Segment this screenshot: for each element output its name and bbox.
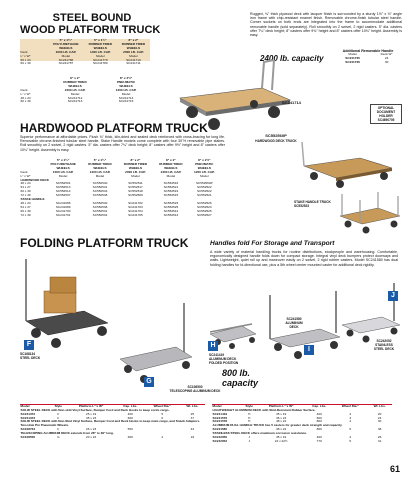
weight: 24 xyxy=(377,415,382,420)
hw-col3-l2: RUBBER TIRED xyxy=(123,161,148,166)
deck-width: 24 xyxy=(384,56,389,61)
folding-dual-handle-photo xyxy=(264,289,344,369)
steel-col1-l1: 5" x 1¼" xyxy=(59,38,73,42)
folding-j-label-2: STEEL DECK xyxy=(373,347,395,351)
hw-col3-l3: WHEELS xyxy=(128,165,143,170)
model-number: SC552519 xyxy=(163,189,179,194)
style-letter: H xyxy=(248,415,251,420)
model-number: SC241712 xyxy=(67,95,83,100)
capacity: 600 xyxy=(127,415,133,420)
col-header-wheel: Wheel Dia." xyxy=(341,403,359,408)
platform-size: 48 x 24 xyxy=(276,427,287,432)
model-number: SC241705 xyxy=(128,212,143,217)
model-number: SC241372 xyxy=(20,411,36,416)
steel-col2-l1: 5" x 1¼" xyxy=(94,38,107,42)
col-header-weight: Wt. Lbs. xyxy=(186,403,199,408)
folding-g-callout xyxy=(160,385,230,393)
hw-col1-l4: 1000 LB. CAP. xyxy=(52,169,74,174)
capacity: 800 xyxy=(316,419,322,424)
deck-size: 48 x 24 xyxy=(20,200,31,205)
style-letter: H xyxy=(248,411,251,416)
steel2-col2-l3: WHEELS xyxy=(119,83,133,88)
folding-j-sku: SC242052 xyxy=(376,339,392,343)
model-number: SC552538 xyxy=(92,204,108,209)
steel2-col2-l4: 1200 LB. CAP. xyxy=(115,87,137,92)
steel2-col2-l2: PNEUMATIC xyxy=(116,79,136,84)
weight: 25 xyxy=(190,411,195,416)
folding-description: A wide variety of material handling trucks for routine distributions, stockpeople and warehousing. Comfortable, ergonomically designed handle folds down for compact storage. Integral vinyl deck bumpers protect doorways and walls. Lightweight, quiet roll up and maneuver easily on 2 swivel, 2 rigid rubber casters. Model SC241580 has dual folding handles for bi-directional use, plus a 5th wheel center mounted caster for additional deck rigidity. xyxy=(210,250,398,267)
model-number: SC552531 xyxy=(92,208,108,213)
folding-h-sku: SC241419 xyxy=(209,353,225,357)
steel-col2-l2: RUBBER TIRED xyxy=(88,41,112,46)
capacity: 300 xyxy=(127,435,133,440)
folding-g-sku: SC108500 xyxy=(187,385,203,389)
wheel-dia: 4 xyxy=(349,435,352,440)
platform-size: 25 x 19 xyxy=(86,411,97,416)
hardwood-description: Superior performance at affordable prices. Flush ¾" thick, kiln-dried and sealed deck reinforced with cross-bracing for long life. Removable chrome-finished tubular steel handle. Stake Handle models come complete with four 30"H removable pipe stakes. Roll smoothly on 2 swivel, 2 rigid casters. 5" dia. casters offer 7¼" deck height; 8" casters offer 9½" height and 8" casters offer 10¼" height. Assembly is easy. xyxy=(20,135,225,152)
table-section-label: SOLID STEEL DECK with Non-skid Vinyl Surface, Bumper Cord and Deck Hooks to keep cords cargo. xyxy=(20,407,170,412)
steel-model-label-1: Model xyxy=(61,53,71,58)
hardwood-photo-sku: SC552560P xyxy=(265,133,287,138)
folding-h-label-2: FOLDED POSITION xyxy=(209,361,239,365)
style-letter: H xyxy=(248,419,251,424)
model-number: SC552540 xyxy=(92,200,108,205)
model-number: SC241714 xyxy=(118,95,134,100)
model-number: SC108500 xyxy=(20,435,36,440)
hw-col1-l3: WHEELS xyxy=(56,165,70,170)
hw-model-label: Model xyxy=(166,173,176,178)
deck-size: 72 x 30 xyxy=(20,212,31,217)
hardwood-title: HARDWOOD PLATFORM TRUCK xyxy=(20,121,208,135)
folding-j-label: STAINLESS xyxy=(375,343,393,347)
model-number: SC241715 xyxy=(118,99,134,104)
doc-holder-l3: HOLDER xyxy=(379,114,393,118)
model-number: SC108734 xyxy=(20,427,36,432)
model-number: SC552518 xyxy=(128,189,143,194)
model-number: SC241578 xyxy=(212,419,228,424)
steel-col1-l4: 1000 LB. CAP. xyxy=(55,49,77,54)
weight: 31 xyxy=(377,438,382,443)
hw-col4-l4: 2400 LB. CAP. xyxy=(160,169,182,174)
capacity: 600 xyxy=(316,415,322,420)
model-number: SC241703 xyxy=(128,204,143,209)
model-number: SC552523 xyxy=(163,200,179,205)
stake-truck-callout xyxy=(294,200,340,208)
folding-i-sku: SC241580 xyxy=(286,317,302,321)
style-tag-j: J xyxy=(388,291,398,301)
folding-subtitle: Handles fold For Storage and Transport xyxy=(210,240,335,247)
hw-model-label: Model xyxy=(131,173,140,178)
style-tag-i: I xyxy=(304,345,314,355)
hw-col1-l1: 5" x 1¼" xyxy=(56,158,70,162)
steel2-model-label-1: Model xyxy=(70,91,80,96)
deck-size: 54 x 27 xyxy=(20,185,31,190)
model-number: SC552509 xyxy=(128,193,143,198)
steel-col1-l2: POLYURETHANE xyxy=(53,41,79,46)
steel2-col2-l1: 8" x 2½" xyxy=(119,76,133,80)
weight: 26 xyxy=(377,435,382,440)
hw-section-stake-handle: STAKE HANDLE xyxy=(20,197,45,202)
steel-deck-unit: L" x W" xyxy=(20,53,31,58)
wheel-dia: 4 xyxy=(349,411,352,416)
style-tag-g: G xyxy=(144,377,154,387)
col-header-wheel: Wheel Dia." xyxy=(153,403,171,408)
steel-truck-capacity: 2400 lb. capacity xyxy=(260,54,324,63)
platform-size: 26 x 23 xyxy=(86,427,97,432)
deck-size: 48 x 24 xyxy=(20,95,31,100)
model-number: SC552560P xyxy=(195,181,213,186)
folding-table-right xyxy=(212,404,392,444)
col-header-style: Style xyxy=(245,403,253,408)
deck-size: 60 x 30 xyxy=(20,61,31,66)
model-number: SC552514 xyxy=(55,189,71,194)
hw-col2-l4: 1400 LB. CAP. xyxy=(89,169,111,174)
model-number: SC552525 xyxy=(197,208,212,213)
steel-col1-l3: WHEELS xyxy=(59,45,73,50)
model-number: SC552515 xyxy=(163,193,179,198)
model-number: SC241713 xyxy=(67,99,83,104)
col-header-capacity: Cap. Lbs. xyxy=(312,403,327,408)
model-number: SC552526 xyxy=(197,200,212,205)
addl-col-deck: Deck W" xyxy=(380,52,393,57)
weight: 30 xyxy=(377,419,382,424)
table-row xyxy=(20,100,150,104)
deck-width: 30 xyxy=(384,60,389,65)
model-number: SC552521 xyxy=(163,185,179,190)
model-number: SC241700 xyxy=(55,208,71,213)
deck-size: 72 x 30 xyxy=(20,193,31,198)
hw-col3-l4: 2000 LB. CAP. xyxy=(125,169,146,174)
steel-truck-title-line1: STEEL BOUND xyxy=(52,12,132,24)
folding-g-label: TELESCOPING ALUMINUM DECK xyxy=(169,389,221,393)
folding-h-callout xyxy=(209,353,238,365)
wheel-dia: 4 xyxy=(349,419,352,424)
hw-col4-l1: 8" x 2" xyxy=(165,158,176,162)
steel-truck-table-2 xyxy=(20,77,150,104)
style-letter: J xyxy=(248,435,250,440)
model-number: SC552507 xyxy=(55,193,71,198)
steel-col3-l4: 2000 LB. CAP. xyxy=(123,49,144,54)
hw-col2-l1: 5" x 1¼" xyxy=(93,158,107,162)
hw-col5-l3: WHEELS xyxy=(197,165,211,170)
steel-truck-photo-sku: SC241714 xyxy=(282,100,301,105)
steel-col2-l3: WHEELS xyxy=(93,45,107,50)
model-number: SC552513 xyxy=(163,212,179,217)
deck-size: 60 x 24 xyxy=(20,57,31,62)
model-number: SC552525 xyxy=(163,204,179,209)
deck-size: 60 x 30 xyxy=(20,189,31,194)
weight: 19 xyxy=(190,435,195,440)
model-number: SC241710 xyxy=(126,57,141,62)
folding-f-label: STEEL DECK xyxy=(20,356,41,360)
table-section-label: SOLID STEEL DECK with Non-Skid Vinyl Surface, Bumper Cord and Deck Hooks to keep mats cargo, and Snack Adaptors. Two-Hole Pin Pneumatic Wheels. xyxy=(20,419,201,428)
hardwood-photo-callout xyxy=(248,134,304,143)
model-number: SC241704 xyxy=(128,208,143,213)
model-number: SC241580 xyxy=(212,427,228,432)
folding-i-callout xyxy=(274,317,314,329)
hw-col5-l2: PNEUMATIC xyxy=(195,161,214,166)
steel-truck-description: Rugged, ¾" thick plywood deck with lacquer finish is surrounded by a sturdy 1½" x ⅛" angle iron frame with chip-resistant enamel finish. Removable chrome-finish tubular steel handle. Corner sockets on both ends are integrated into the frame to accommodate additional removable handle (sold separately). Roll smoothly on 2 swivel, 2 rigid casters. 5" dia. casters offer 7¼" deck height; 8" casters offer 9¾" height and 8" casters offer 10¾" height. Assembly is easy. xyxy=(250,12,402,38)
table-row xyxy=(20,436,205,440)
hw-col1-l2: POLYURETHANE xyxy=(50,161,76,166)
style-letter: F xyxy=(57,427,60,432)
steel-col3-l2: RUBBER TIRED xyxy=(121,41,146,46)
folding-title: FOLDING PLATFORM TRUCK xyxy=(20,236,189,250)
wheel-dia: 5 xyxy=(349,438,352,443)
model-number: SC241736 xyxy=(345,60,360,65)
deck-size: 60 x 30 xyxy=(20,99,31,104)
col-header-platform: Platform L" x W" xyxy=(78,403,104,408)
wheel-dia: 6 xyxy=(161,415,164,420)
platform-size: 48 x 24 xyxy=(276,419,287,424)
model-number: SC241779 xyxy=(92,57,108,62)
table-section-label: STAINLESS STEEL DECK offers maximum corrosion resistance. xyxy=(212,431,307,436)
steel-col2-l4: 1400 LB. CAP. xyxy=(90,49,111,54)
steel-model-label-2: Model xyxy=(96,53,105,58)
folding-h-label: ALUMINUM DECK xyxy=(209,357,237,361)
model-number: SC242052 xyxy=(212,438,228,443)
folding-table-left xyxy=(20,404,205,440)
steel-model-label-3: Model xyxy=(129,53,138,58)
hw-model-label: Model xyxy=(95,173,105,178)
wheel-dia: 4 xyxy=(349,415,352,420)
steel2-col1-l4: 2400 LB. CAP. xyxy=(64,87,86,92)
wheel-dia: 5 xyxy=(161,411,164,416)
model-number: SC552540 xyxy=(92,181,108,186)
capacity: 800 xyxy=(316,427,322,432)
platform-size: 36 x 24 xyxy=(276,415,287,420)
doc-holder-l2: DOCUMENT xyxy=(376,110,396,114)
steel2-model-label-2: Model xyxy=(121,91,131,96)
hardwood-photo-label: HARDWOOD DECK TRUCK xyxy=(255,138,297,143)
capacity: 770 xyxy=(316,438,322,443)
model-number: SC552517 xyxy=(128,185,143,190)
steel-truck-section xyxy=(20,12,400,122)
model-number: SC552516 xyxy=(163,181,179,186)
model-number: SC552543 xyxy=(92,189,108,194)
hw-model-label: Model xyxy=(200,173,209,178)
model-number: SC241373 xyxy=(20,415,36,420)
model-number: SC241689 xyxy=(55,204,71,209)
model-number: SC552513 xyxy=(55,185,71,190)
model-number: SC241686 xyxy=(55,200,71,205)
folding-section xyxy=(20,237,400,412)
col-header-style: Style xyxy=(54,403,62,408)
hw-col5-l4: 1200 LB. CAP. xyxy=(194,169,215,174)
style-letter: I xyxy=(248,427,250,432)
table-section-label: TELESCOPING ALUMINUM DECK extends from 28" to 39" long. xyxy=(20,431,114,436)
model-number: SC241702 xyxy=(128,200,143,205)
col-header-weight: Wt. Lbs. xyxy=(373,403,386,408)
platform-size: 24 x 22½ xyxy=(274,438,288,443)
platform-size: 20 x 16 xyxy=(86,435,97,440)
model-number: SC241701 xyxy=(55,212,71,217)
capacity: 550 xyxy=(127,427,133,432)
steel2-col1-l2: RUBBER TIRED xyxy=(63,79,87,84)
model-number: SC241711 xyxy=(126,61,141,66)
model-number: SC552527 xyxy=(197,212,212,217)
steel2-col1-l1: 8" x 2" xyxy=(70,76,80,80)
folding-f-callout xyxy=(20,352,40,360)
platform-size: 35 x 19 xyxy=(276,411,287,416)
model-number: SC552511 xyxy=(128,181,143,186)
folding-capacity: 800 lb. capacity xyxy=(222,368,259,388)
stake-truck-label: STAKE HANDLE TRUCK xyxy=(294,200,331,204)
document-holder-callout xyxy=(370,104,402,124)
hw-col2-l3: WHEELS xyxy=(93,165,107,170)
hw-deck-label: Deck xyxy=(20,169,28,174)
stake-truck-sku: SC552523 xyxy=(294,204,310,208)
deck-size: 48 x 24 xyxy=(20,181,31,186)
table-row xyxy=(20,214,220,218)
steel-truck-title-line2: WOOD PLATFORM TRUCK xyxy=(20,24,161,36)
addl-col-model: Model xyxy=(348,52,357,57)
folding-j-callout xyxy=(366,339,402,351)
model-number: SC552548 xyxy=(92,193,108,198)
model-number: SC552512 xyxy=(163,208,179,213)
wheel-dia: 5 xyxy=(349,427,352,432)
model-number: SC552522 xyxy=(197,185,212,190)
capacity: 400 xyxy=(316,411,322,416)
doc-holder-l1: OPTIONAL xyxy=(377,106,395,110)
steel-col3-l3: WHEELS xyxy=(126,45,141,50)
weight: 20 xyxy=(377,411,382,416)
additional-handle-box xyxy=(334,49,402,65)
weight: 38 xyxy=(377,427,382,432)
steel-deck-label: Deck xyxy=(20,49,28,54)
capacity: 400 xyxy=(316,435,322,440)
style-letter: G xyxy=(57,435,60,440)
weight: 37 xyxy=(190,415,195,420)
style-tag-f: F xyxy=(24,340,34,350)
col-header-platform: Platform L" x W" xyxy=(268,403,294,408)
folding-telescoping-photo xyxy=(116,299,196,387)
folding-f-sku: SC168134 xyxy=(20,352,36,356)
model-number: SC241576 xyxy=(212,415,228,420)
table-section-label: ALUMINUM DUAL HANDLE TRUCK has 5 casters for greater deck strength and capacity. xyxy=(212,423,343,428)
model-number: SC241419 xyxy=(212,411,228,416)
style-letter: F xyxy=(57,415,60,420)
model-number: SC241780 xyxy=(92,61,108,66)
hw-col3-l1: 8" x 2" xyxy=(130,158,141,162)
style-letter: J xyxy=(248,438,250,443)
model-number: SC552524 xyxy=(197,204,212,209)
hardwood-table xyxy=(20,159,220,218)
model-number: SC241735 xyxy=(345,56,360,61)
model-number: SC552501 xyxy=(55,181,71,186)
wheel-dia: 4 xyxy=(161,435,164,440)
hardwood-photo xyxy=(300,140,396,190)
doc-holder-l4: SC4690705 xyxy=(377,118,395,122)
table-row xyxy=(334,61,402,65)
hardwood-section xyxy=(20,122,400,237)
table-row xyxy=(212,440,392,444)
model-number: SC552521 xyxy=(197,193,212,198)
hw-col2-l2: RUBBER TIRED xyxy=(88,161,112,166)
platform-size: 35 x 23 xyxy=(86,415,97,420)
additional-handle-title: Additional Removable Handle xyxy=(342,49,394,53)
hw-col5-l1: 8" x 2½" xyxy=(198,158,211,162)
col-header-model: Model xyxy=(212,403,222,408)
folding-i-label-2: DECK xyxy=(289,325,299,329)
steel2-deck-unit: L" x W" xyxy=(20,91,31,96)
model-number: SC552532 xyxy=(92,212,108,217)
folding-i-label: ALUMINUM xyxy=(285,321,303,325)
steel-col3-l1: 8" x 2" xyxy=(128,38,139,42)
col-header-model: Model xyxy=(20,403,30,408)
deck-size: 54 x 27 xyxy=(20,204,31,209)
weight: 43 xyxy=(190,427,195,432)
platform-size: 35 x 19 xyxy=(276,435,287,440)
table-section-label: LIGHTWEIGHT ALUMINUM DECK with Skid-Resistant Rubber Surface. xyxy=(212,407,316,412)
style-tag-h: H xyxy=(208,341,218,351)
model-number: SC552522 xyxy=(197,189,212,194)
page-number: 61 xyxy=(390,464,401,474)
model-number: SC552541 xyxy=(92,185,108,190)
hw-section-hardwood-deck: HARDWOOD DECK xyxy=(20,177,50,182)
hw-deck-unit: L" x W" xyxy=(20,173,31,178)
table-row xyxy=(20,62,150,66)
steel2-col1-l3: WHEELS xyxy=(68,83,82,88)
col-header-capacity: Cap. Lbs. xyxy=(123,403,138,408)
style-letter: F xyxy=(57,411,60,416)
model-number: SC242050 xyxy=(212,435,228,440)
hw-col4-l2: RUBBER TIRED xyxy=(159,161,183,166)
model-number: SC241786 xyxy=(58,57,74,62)
deck-size: 60 x 30 xyxy=(20,208,31,213)
hw-model-label: Model xyxy=(58,173,68,178)
model-number: SC241787 xyxy=(58,61,74,66)
stake-truck-photo xyxy=(338,192,402,234)
steel2-deck-label: Deck xyxy=(20,87,28,92)
capacity: 400 xyxy=(127,411,133,416)
hw-col4-l3: WHEELS xyxy=(164,165,178,170)
folding-steel-photo xyxy=(20,251,112,351)
